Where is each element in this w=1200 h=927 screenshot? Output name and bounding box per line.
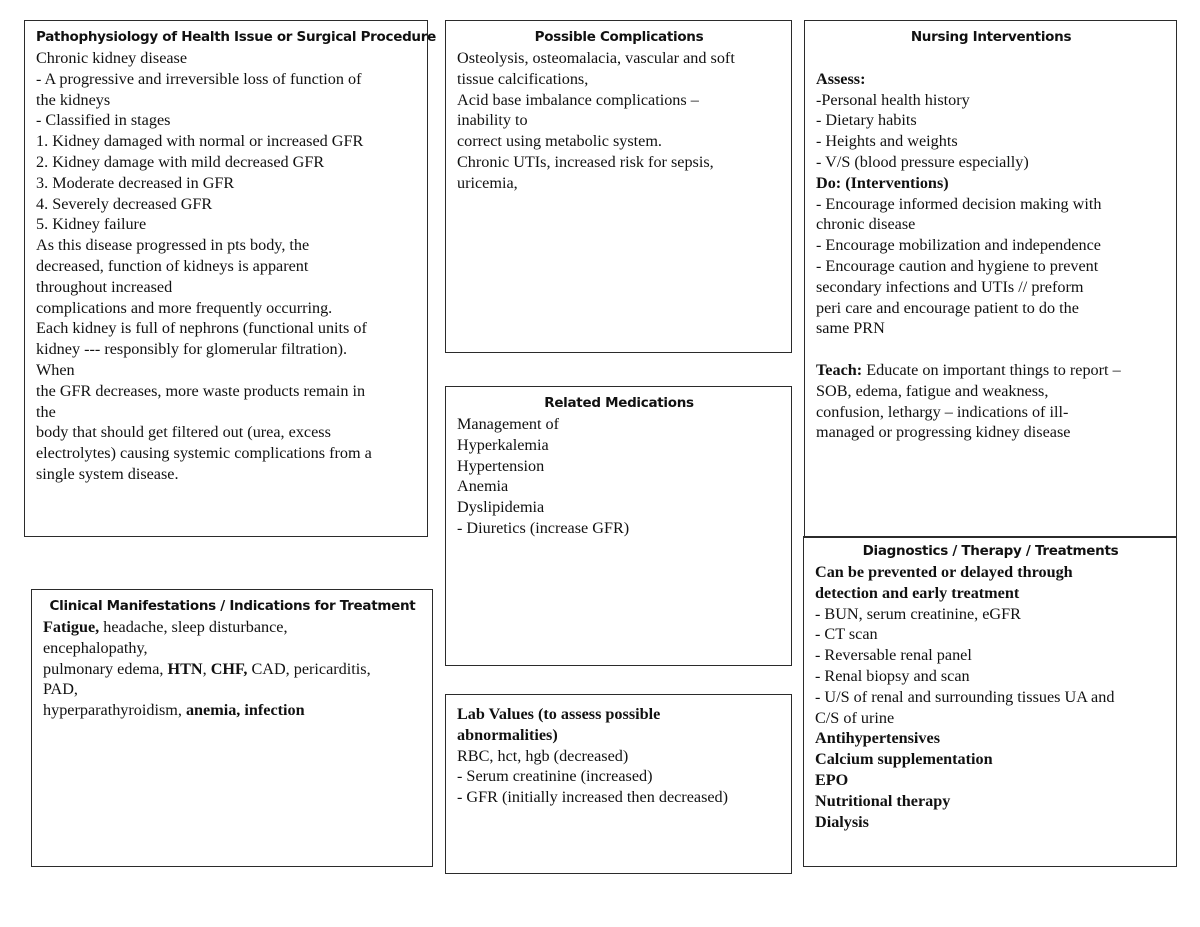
medications-box [445,386,792,666]
text-line [43,617,422,638]
text-line: electrolytes) causing systemic complications from a [36,444,372,463]
text-line: - Diuretics (increase GFR) [457,518,630,537]
text-line: - Encourage caution and hygiene to prevent [816,256,1099,275]
pathophysiology-title: Pathophysiology of Health Issue or Surgical Procedure [36,29,436,45]
clinical-manifestations-box [31,589,433,867]
text-line: uricemia, [457,173,518,192]
text-line: 3. Moderate decreased in GFR [36,173,235,192]
text-line: Calcium supplementation [815,750,993,769]
text-line: When [36,360,75,379]
lab-values-title-cont: abnormalities) [457,725,558,744]
text-line: same PRN [816,319,885,338]
complications-title: Possible Complications [534,29,704,45]
text-line: - Serum creatinine (increased) [457,767,653,786]
pathophysiology-body [36,48,417,485]
text-line: - CT scan [815,625,878,644]
text-line: 1. Kidney damaged with normal or increased GFR [36,132,364,151]
text-line: complications and more frequently occurring. [36,298,333,317]
diagnostics-title: Diagnostics / Therapy / Treatments [862,543,1119,559]
text-line: Nutritional therapy [815,791,951,810]
text-line: managed or progressing kidney disease [816,423,1071,442]
text-line [43,659,422,680]
text-line: Anemia [457,477,509,496]
text-line: 2. Kidney damage with mild decreased GFR [36,152,325,171]
text-span: pulmonary edema, [43,659,168,678]
text-span: HTN [167,659,203,678]
text-line: EPO [815,770,849,789]
text-line: Chronic kidney disease [36,49,188,67]
text-line: RBC, hct, hgb (decreased) [457,746,629,765]
spacer [816,48,1166,69]
text-line: - Renal biopsy and scan [815,666,970,685]
teach-line [816,360,1166,381]
text-line: - Encourage informed decision making with [816,194,1102,213]
text-line: - Dietary habits [816,111,917,130]
text-line: Dialysis [815,812,869,831]
text-line: the [36,402,56,421]
text-line [43,700,422,721]
text-line: Antihypertensives [815,729,941,748]
pathophysiology-box [24,20,436,537]
text-line: correct using metabolic system. [457,132,662,151]
text-line: As this disease progressed in pts body, the [36,236,310,255]
nursing-interventions-title: Nursing Interventions [910,29,1072,45]
do-label: Do: (Interventions) [816,173,949,192]
text-line: the kidneys [36,90,111,109]
text-line: Osteolysis, osteomalacia, vascular and soft [457,49,735,67]
text-line: - U/S of renal and surrounding tissues UA and [815,687,1115,706]
text-line: Hyperkalemia [457,435,549,454]
text-line: inability to [457,111,528,130]
text-line: PAD, [43,680,78,699]
text-line: peri care and encourage patient to do the [816,298,1079,317]
text-line: Management of [457,415,560,433]
text-line: kidney --- responsibly for glomerular filtration). [36,340,348,359]
nursing-interventions-box [804,20,1177,538]
text-span: headache, sleep disturbance, [99,618,288,636]
text-line: Acid base imbalance complications – [457,90,699,109]
text-line: Chronic UTIs, increased risk for sepsis, [457,152,714,171]
lab-values-title: Lab Values (to assess possible [457,705,661,723]
text-line: tissue calcifications, [457,69,589,88]
text-line: - Reversable renal panel [815,646,972,665]
teach-text: Educate on important things to report – [862,360,1121,379]
text-line: secondary infections and UTIs // preform [816,277,1084,296]
text-line: decreased, function of kidneys is apparent [36,256,309,275]
text-span: Fatigue, [43,618,100,636]
text-line: - GFR (initially increased then decreased) [457,788,729,807]
text-span: hyperparathyroidism, [43,701,186,720]
text-line: - Encourage mobilization and independence [816,236,1101,255]
text-line: - BUN, serum creatinine, eGFR [815,604,1021,623]
text-line: Hypertension [457,456,545,475]
text-line: body that should get filtered out (urea, excess [36,423,331,442]
text-line: 4. Severely decreased GFR [36,194,213,213]
text-line: - Heights and weights [816,132,958,151]
text-line: -Personal health history [816,90,970,109]
text-line: single system disease. [36,464,179,483]
text-line: throughout increased [36,277,173,296]
text-line: Dyslipidemia [457,498,545,517]
text-line: - V/S (blood pressure especially) [816,152,1029,171]
medications-title: Related Medications [544,395,694,411]
diagnostics-box [803,536,1177,867]
text-line: C/S of urine [815,708,895,727]
text-line: Can be prevented or delayed through [815,563,1073,581]
assess-label: Assess: [816,69,866,88]
text-line: the GFR decreases, more waste products remain in [36,381,366,400]
text-span: , [202,659,211,678]
text-span: anemia, infection [185,701,305,720]
spacer [816,339,1166,360]
text-span: CAD, pericarditis, [247,659,371,678]
complications-box [445,20,792,353]
text-line: confusion, lethargy – indications of ill- [816,402,1069,421]
text-line: SOB, edema, fatigue and weakness, [816,381,1049,400]
lab-values-box [445,694,792,874]
text-line: 5. Kidney failure [36,215,147,234]
text-line: detection and early treatment [815,583,1020,602]
teach-label: Teach: [816,360,863,379]
text-span: CHF, [210,659,248,678]
text-line: Each kidney is full of nephrons (functional units of [36,319,367,338]
clinical-manifestations-title: Clinical Manifestations / Indications for Treatment [49,598,416,614]
text-line: encephalopathy, [43,638,148,657]
text-line: - Classified in stages [36,111,171,130]
text-line: chronic disease [816,215,916,234]
text-line: - A progressive and irreversible loss of function of [36,69,362,88]
